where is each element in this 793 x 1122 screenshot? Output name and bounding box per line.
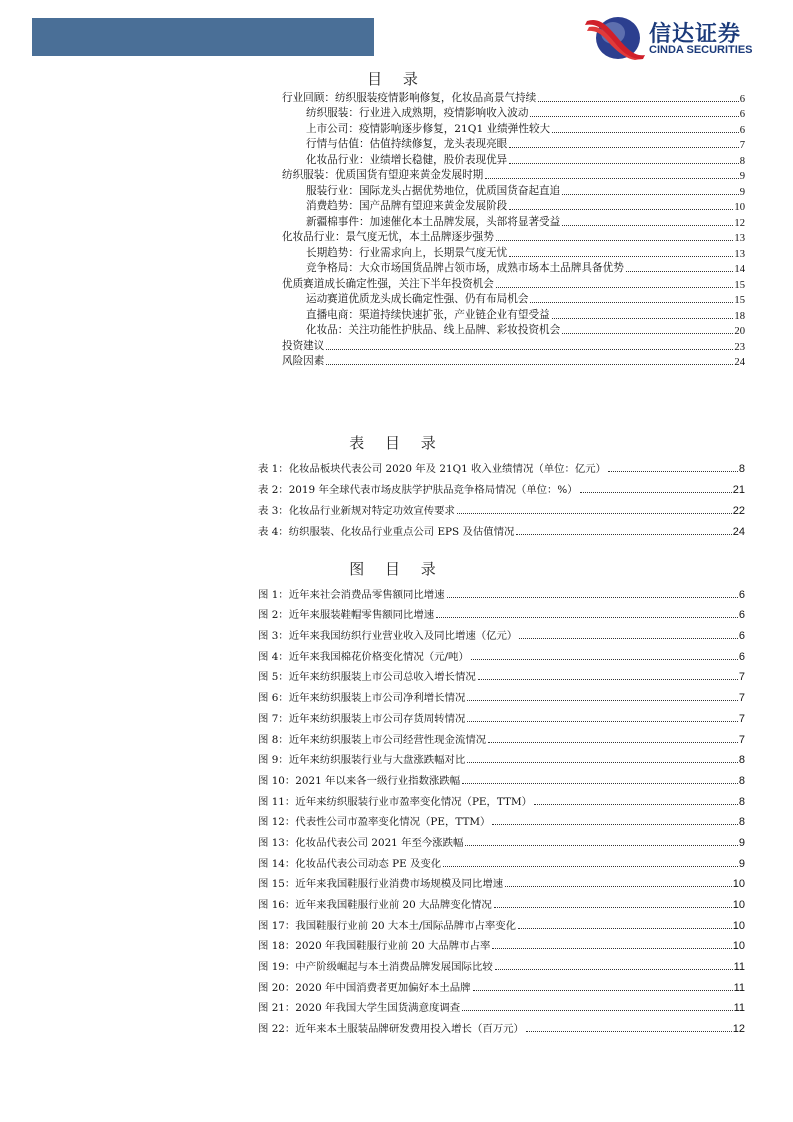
figure-toc-entry[interactable] [258,663,745,684]
toc-entry[interactable] [282,229,745,245]
dot-leader [509,256,733,257]
toc-entry-label[interactable]: 图 22：近年来本土服装品牌研发费用投入增长（百万元） [258,1023,524,1036]
toc-entry-label[interactable]: 优质赛道成长确定性强，关注下半年投资机会 [282,277,494,290]
toc-entry-label[interactable]: 纺织服装：行业进入成熟期，疫情影响收入波动 [306,107,529,119]
figure-toc-entry[interactable] [258,621,745,642]
toc-entry-label[interactable]: 投资建议 [282,339,325,352]
dot-leader [326,364,733,365]
toc-entry-label[interactable]: 表 3：化妆品行业新规对特定功效宣传要求 [258,505,455,517]
toc-entry-label[interactable]: 图 5：近年来纺织服装上市公司总收入增长情况 [258,671,476,684]
dot-leader [462,1010,732,1011]
dot-leader [580,492,732,493]
dot-leader [495,969,733,970]
table-toc-entry[interactable] [258,454,745,475]
table-toc-entry[interactable] [258,496,745,517]
toc-entry-label[interactable]: 图 17：我国鞋服行业前 20 大本土/国际品牌市占率变化 [258,919,517,932]
toc-page-number[interactable]: 10 [732,899,745,911]
figure-toc-entry[interactable] [258,1014,745,1035]
toc-page-number[interactable]: 7 [738,733,745,746]
dot-leader [457,513,732,514]
toc-entry-label[interactable]: 图 7：近年来纺织服装上市公司存货周转情况 [258,712,466,725]
toc-entry-label[interactable]: 消费趋势：国产品牌有望迎来黄金发展阶段 [306,200,508,212]
figure-toc-entry[interactable] [258,973,745,994]
toc-entry-label[interactable]: 图 11：近年来纺织服装行业市盈率变化情况（PE，TTM） [258,795,532,808]
toc-page-number[interactable]: 23 [734,341,745,353]
main-toc [282,89,745,368]
dot-leader [492,824,737,825]
figure-toc-entry[interactable] [258,808,745,829]
figure-toc-entry[interactable] [258,580,745,601]
cinda-logo [383,15,773,60]
toc-page-number[interactable]: 10 [732,919,745,932]
toc-entry-label[interactable]: 图 20：2020 年中国消费者更加偏好本土品牌 [258,981,471,994]
dot-leader [467,721,738,722]
toc-title: 目 录 [367,70,426,88]
toc-page-number[interactable]: 22 [732,505,745,517]
figure-toc-entry[interactable] [258,704,745,725]
toc-page-number[interactable]: 11 [733,961,745,974]
figure-toc-entry[interactable] [258,911,745,932]
dot-leader [485,178,738,179]
toc-entry-label[interactable]: 表 2：2019 年全球代表市场皮肤学护肤品竞争格局情况（单位：%） [258,484,578,496]
figure-toc-entry[interactable] [258,725,745,746]
toc-entry-label[interactable]: 化妆品行业：业绩增长稳健，股价表现优异 [306,153,508,166]
toc-page-number[interactable]: 8 [738,816,745,829]
toc-entry-label[interactable]: 新疆棉事件：加速催化本土品牌发展，头部将显著受益 [306,215,561,228]
toc-page-number[interactable]: 7 [738,671,745,684]
toc-entry[interactable] [282,322,745,338]
toc-page-number[interactable]: 8 [738,463,745,475]
toc-entry[interactable] [282,260,745,276]
figure-toc-entry[interactable] [258,890,745,911]
toc-entry-label[interactable]: 化妆品行业：景气度无忧，本土品牌逐步强势 [282,231,494,243]
table-toc-title: 表 目 录 [349,434,444,452]
figure-toc-entry[interactable] [258,766,745,787]
toc-page-number[interactable]: 18 [734,310,745,322]
toc-page-number[interactable]: 9 [738,836,745,849]
dot-leader [530,116,738,117]
toc-page-number[interactable]: 10 [732,940,745,953]
toc-page-number[interactable]: 7 [738,692,745,705]
dot-leader [519,638,738,639]
dot-leader [518,928,732,929]
toc-page-number[interactable]: 13 [734,248,745,260]
toc-page-number[interactable]: 11 [733,1002,745,1015]
toc-entry-label[interactable]: 行情与估值：估值持续修复，龙头表现亮眼 [306,138,508,150]
dot-leader [496,287,734,288]
toc-entry-label[interactable]: 图 18：2020 年我国鞋服行业前 20 大品牌市占率 [258,940,491,953]
toc-entry-label[interactable]: 运动赛道优质龙头成长确定性强、仍有布局机会 [306,293,529,305]
toc-entry-label[interactable]: 上市公司：疫情影响逐步修复，21Q1 业绩弹性较大 [306,122,551,135]
figure-toc-entry[interactable] [258,746,745,767]
toc-page-number[interactable]: 9 [738,857,745,870]
toc-entry[interactable] [282,353,745,369]
toc-entry-label[interactable]: 图 15：近年来我国鞋服行业消费市场规模及同比增速 [258,878,504,891]
dot-leader [447,597,738,598]
dot-leader [496,240,734,241]
figure-toc-entry[interactable] [258,932,745,953]
toc-page-number[interactable]: 6 [739,93,745,105]
toc-entry[interactable] [282,275,745,291]
dot-leader [530,302,733,303]
table-toc-entry[interactable] [258,475,745,496]
dot-leader [626,271,734,272]
toc-entry[interactable] [282,291,745,307]
toc-entry-label[interactable]: 表 4：纺织服装、化妆品行业重点公司 EPS 及估值情况 [258,526,515,538]
toc-entry-label[interactable]: 表 1：化妆品板块代表公司 2020 年及 21Q1 收入业绩情况（单位：亿元） [258,463,607,475]
toc-entry-label[interactable]: 化妆品：关注功能性护肤品、线上品牌、彩妆投资机会 [306,324,561,336]
toc-page-number[interactable]: 12 [734,217,745,229]
toc-page-number[interactable]: 8 [738,754,745,767]
toc-entry[interactable] [282,213,745,229]
dot-leader [516,534,731,535]
toc-entry-label[interactable]: 图 4：近年来我国棉花价格变化情况（元/吨） [258,650,469,663]
toc-page-number[interactable]: 15 [734,295,745,306]
toc-entry[interactable] [282,167,745,183]
toc-page-number[interactable]: 11 [733,981,745,994]
toc-entry-label[interactable]: 图 14：化妆品代表公司动态 PE 及变化 [258,857,442,870]
figure-toc-entry[interactable] [258,787,745,808]
toc-entry-label[interactable]: 服装行业：国际龙头占据优势地位，优质国货奋起直追 [306,184,561,197]
dot-leader [478,679,738,680]
logo-chinese-text: 信达证券 [649,22,742,47]
toc-entry[interactable] [282,198,745,214]
toc-page-number[interactable]: 8 [738,774,745,787]
table-toc-entry[interactable] [258,517,745,538]
figure-toc-entry[interactable] [258,952,745,973]
toc-entry-label[interactable]: 风险因素 [282,355,325,367]
dot-leader [509,209,733,210]
logo-emblem-icon [585,15,647,60]
toc-entry-label[interactable]: 行业回顾：纺织服装疫情影响修复，化妆品高景气持续 [282,91,537,104]
toc-page-number[interactable]: 15 [734,279,745,291]
figure-toc-entry[interactable] [258,601,745,622]
toc-page-number[interactable]: 13 [734,233,745,244]
toc-entry-label[interactable]: 图 6：近年来纺织服装上市公司净利增长情况 [258,692,466,705]
toc-page-number[interactable]: 21 [732,484,745,496]
figure-toc-entry[interactable] [258,642,745,663]
toc-page-number[interactable]: 9 [739,186,745,198]
toc-entry-label[interactable]: 图 3：近年来我国纺织行业营业收入及同比增速（亿元） [258,630,518,643]
toc-entry[interactable] [282,306,745,322]
toc-page-number[interactable]: 8 [738,795,745,808]
dot-leader [509,147,738,148]
dot-leader [505,886,732,887]
dot-leader [492,948,731,949]
toc-page-number[interactable]: 7 [738,712,745,725]
toc-page-number[interactable]: 6 [738,609,745,622]
dot-leader [526,1031,732,1032]
toc-entry-label[interactable]: 纺织服装：优质国货有望迎来黄金发展时期 [282,169,484,181]
toc-entry-label[interactable]: 图 10：2021 年以来各一级行业指数涨跌幅 [258,774,461,787]
figure-toc-entry[interactable] [258,870,745,891]
figure-toc-entry[interactable] [258,828,745,849]
toc-entry[interactable] [282,120,745,136]
toc-page-number[interactable]: 10 [732,878,745,891]
toc-page-number[interactable]: 24 [734,357,745,368]
figure-toc-entry[interactable] [258,849,745,870]
toc-entry-label[interactable]: 图 21：2020 年我国大学生国货满意度调查 [258,1002,461,1015]
dot-leader [471,659,738,660]
toc-entry[interactable] [282,182,745,198]
dot-leader [436,617,738,618]
dot-leader [473,990,733,991]
dot-leader [462,783,738,784]
toc-entry[interactable] [282,337,745,353]
toc-entry-label[interactable]: 图 19：中产阶级崛起与本土消费品牌发展国际比较 [258,961,493,974]
toc-entry-label[interactable]: 图 8：近年来纺织服装上市公司经营性现金流情况 [258,733,487,746]
toc-entry-label[interactable]: 图 13：化妆品代表公司 2021 年至今涨跌幅 [258,836,464,849]
toc-entry[interactable] [282,105,745,121]
dot-leader [534,804,738,805]
dot-leader [562,194,738,195]
toc-page-number[interactable]: 8 [739,155,745,167]
toc-page-number[interactable]: 6 [739,124,745,136]
toc-entry[interactable] [282,244,745,260]
header-bar [32,18,374,56]
figure-toc [258,580,745,1035]
table-toc [258,454,745,538]
dot-leader [443,866,738,867]
toc-entry-label[interactable]: 图 9：近年来纺织服装行业与大盘涨跌幅对比 [258,754,466,767]
dot-leader [509,163,738,164]
figure-toc-entry[interactable] [258,994,745,1015]
toc-entry-label[interactable]: 图 16：近年来我国鞋服行业前 20 大品牌变化情况 [258,899,492,911]
toc-page-number[interactable]: 6 [739,109,745,120]
dot-leader [552,318,734,319]
toc-page-number[interactable]: 6 [738,630,745,643]
toc-entry-label[interactable]: 竞争格局：大众市场国货品牌占领市场，成熟市场本土品牌具备优势 [306,262,624,274]
toc-page-number[interactable]: 6 [738,588,745,601]
dot-leader [494,907,732,908]
dot-leader [465,845,737,846]
toc-entry[interactable] [282,89,745,105]
toc-page-number[interactable]: 14 [734,264,745,275]
toc-entry-label[interactable]: 图 1：近年来社会消费品零售额同比增速 [258,588,445,601]
toc-entry-label[interactable]: 图 12：代表性公司市盈率变化情况（PE，TTM） [258,816,491,829]
dot-leader [538,101,738,102]
logo-english-text: CINDA SECURITIES [649,44,753,56]
toc-entry-label[interactable]: 图 2：近年来服装鞋帽零售额同比增速 [258,609,435,622]
toc-entry-label[interactable]: 直播电商：渠道持续快速扩张，产业链企业有望受益 [306,308,550,321]
toc-entry[interactable] [282,151,745,167]
dot-leader [326,349,733,350]
toc-page-number[interactable]: 6 [738,650,745,663]
toc-page-number[interactable]: 7 [739,140,745,151]
toc-page-number[interactable]: 24 [732,526,745,538]
toc-page-number[interactable]: 20 [734,326,745,337]
dot-leader [467,762,738,763]
dot-leader [467,700,738,701]
toc-entry[interactable] [282,136,745,152]
dot-leader [562,333,733,334]
dot-leader [488,742,738,743]
dot-leader [552,132,739,133]
dot-leader [608,471,738,472]
toc-entry-label[interactable]: 长期趋势：行业需求向上，长期景气度无忧 [306,246,508,259]
figure-toc-entry[interactable] [258,683,745,704]
dot-leader [562,225,733,226]
toc-page-number[interactable]: 9 [739,171,745,182]
toc-page-number[interactable]: 10 [734,202,745,213]
figure-toc-title: 图 目 录 [349,560,444,578]
toc-page-number[interactable]: 12 [732,1023,745,1036]
